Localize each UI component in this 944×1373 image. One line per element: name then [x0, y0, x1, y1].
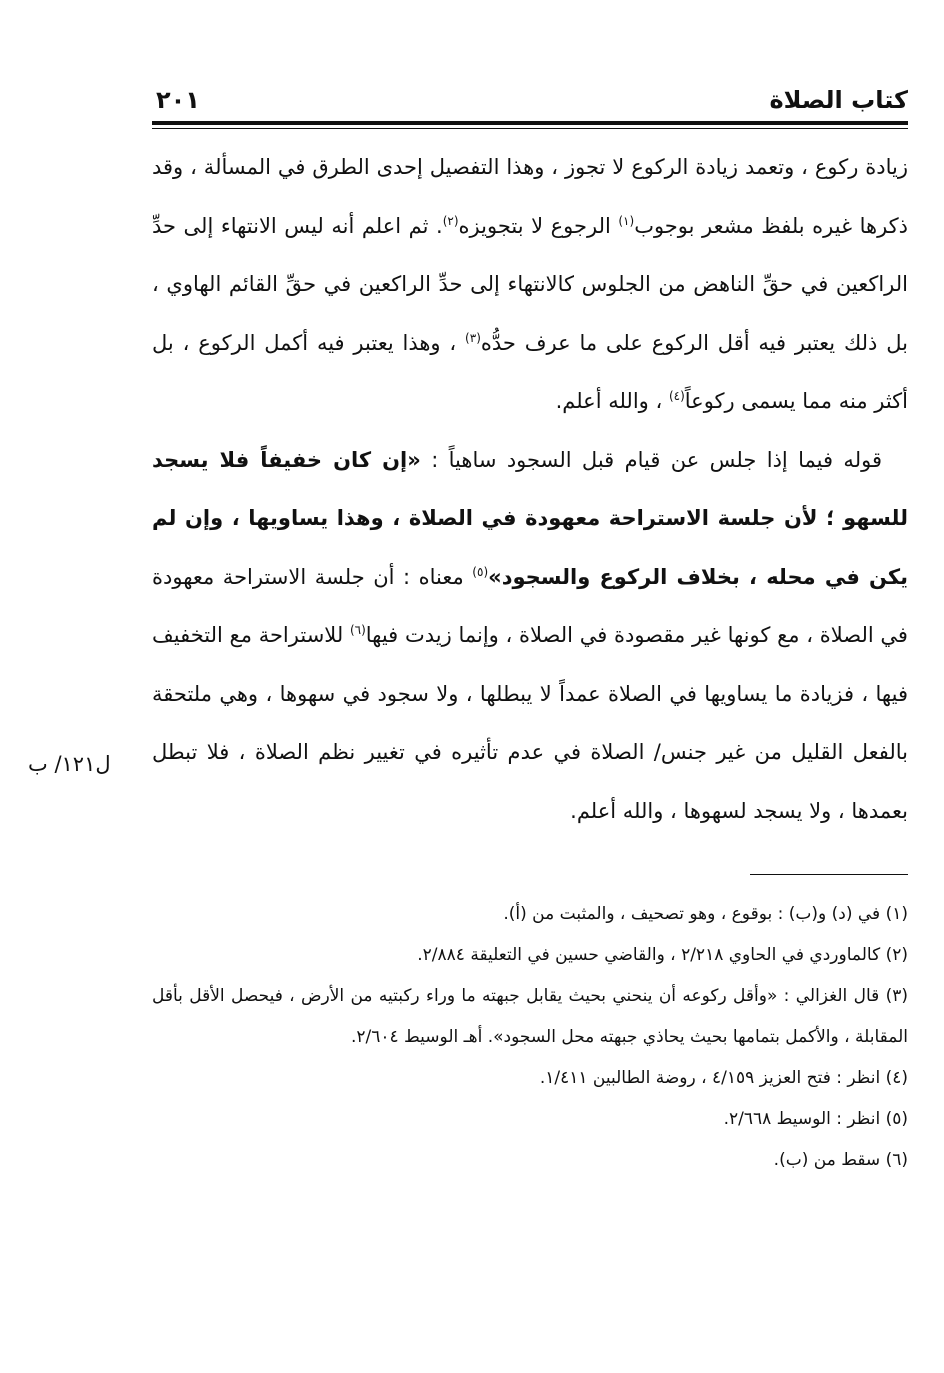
- footnote-ref-5: (٥): [472, 564, 489, 579]
- page-number: ٢٠١: [156, 86, 200, 114]
- footnote-ref-6: (٦): [349, 623, 366, 637]
- footnote-3: (٣) قال الغزالي : «وأقل ركوعه أن ينحني بحيث يقابل جبهته ما وراء ركبتيه من الأرض ، فيحصل الأقل بأقل المقابلة ، والأكمل بتمامها بحيث يحاذي جبهته محل السجود». أهـ الوسيط ٢/٦٠٤.: [152, 986, 908, 1047]
- footnote-2: (٢) كالماوردي في الحاوي ٢/٢١٨ ، والقاضي حسين في التعليقة ٢/٨٨٤.: [417, 945, 908, 965]
- page-header: [152, 84, 908, 120]
- footnote-1: (١) في (د) و(ب) : بوقوع ، وهو تصحيف ، والمثبت من (أ).: [503, 904, 908, 924]
- text-run: قوله فيما إذا جلس عن قيام قبل السجود ساهياً :: [420, 447, 882, 472]
- footnote-4: (٤) انظر : فتح العزيز ٤/١٥٩ ، روضة الطالبين ١/٤١١.: [539, 1068, 908, 1088]
- bold-quotation: «إن كان خفيفاً فلا يسجد للسهو ؛ لأن جلسة الاستراحة معهودة في الصلاة ، وهذا يساويها ، وإن لم يكن في محله ، بخلاف الركوع والسجود»: [152, 447, 908, 589]
- manuscript-folio-note: ل١٢١/ ب: [28, 752, 111, 776]
- footnote-separator: [750, 874, 908, 875]
- footnote-ref-3: (٣): [465, 330, 481, 345]
- paragraph-2: [152, 431, 908, 841]
- footnote-ref-1: (١): [618, 213, 635, 228]
- footnote-5: (٥) انظر : الوسيط ٢/٦٦٨.: [723, 1109, 908, 1129]
- text-run: زيادة ركوع ، وتعمد زيادة الركوع لا تجوز ، وهذا التفصيل إحدى الطرق في المسألة ، وقد ذكرها غيره بلفظ مشعر بوجوب: [152, 155, 909, 238]
- running-title: كتاب الصلاة: [769, 86, 908, 114]
- footnote-ref-4: (٤): [668, 389, 685, 403]
- footnote-ref-2: (٢): [442, 213, 459, 228]
- paragraph-1: [152, 138, 908, 431]
- text-run: . ثم اعلم أنه ليس الانتهاء إلى حدِّ الراكعين في حقِّ الناهض من الجلوس كالانتهاء إلى حدِّ الراكعين في حقِّ القائم الهاوي ، بل ذلك يعتبر فيه أقل الركوع على ما عرف حدُّه: [152, 213, 908, 355]
- header-rule-thick: [152, 121, 908, 125]
- text-run: ، والله أعلم.: [555, 389, 669, 413]
- footnotes: [152, 894, 908, 1181]
- footnote-6: (٦) سقط من (ب).: [773, 1150, 908, 1170]
- header-rule-thin: [152, 128, 908, 129]
- text-run: ، وهذا يعتبر فيه أكمل الركوع ، بل أكثر منه مما يسمى ركوعاً: [152, 330, 908, 413]
- text-run: للاستراحة مع التخفيف فيها ، فزيادة ما يساويها في الصلاة عمداً لا يبطلها ، ولا سجود في سهوها ، وهي ملتحقة بالفعل القليل من غير جنس/ الصلاة في عدم تأثيره في تغيير نظم الصلاة ، فلا تبطل بعمدها ، ولا يسجد لسهوها ، والله أعلم.: [152, 623, 908, 823]
- text-run: الرجوع لا بتجويزه: [458, 213, 619, 238]
- text-run: معناه : أن جلسة الاستراحة معهودة في الصلاة ، مع كونها غير مقصودة في الصلاة ، وإنما زيدت فيها: [152, 564, 908, 647]
- main-text: [152, 138, 908, 840]
